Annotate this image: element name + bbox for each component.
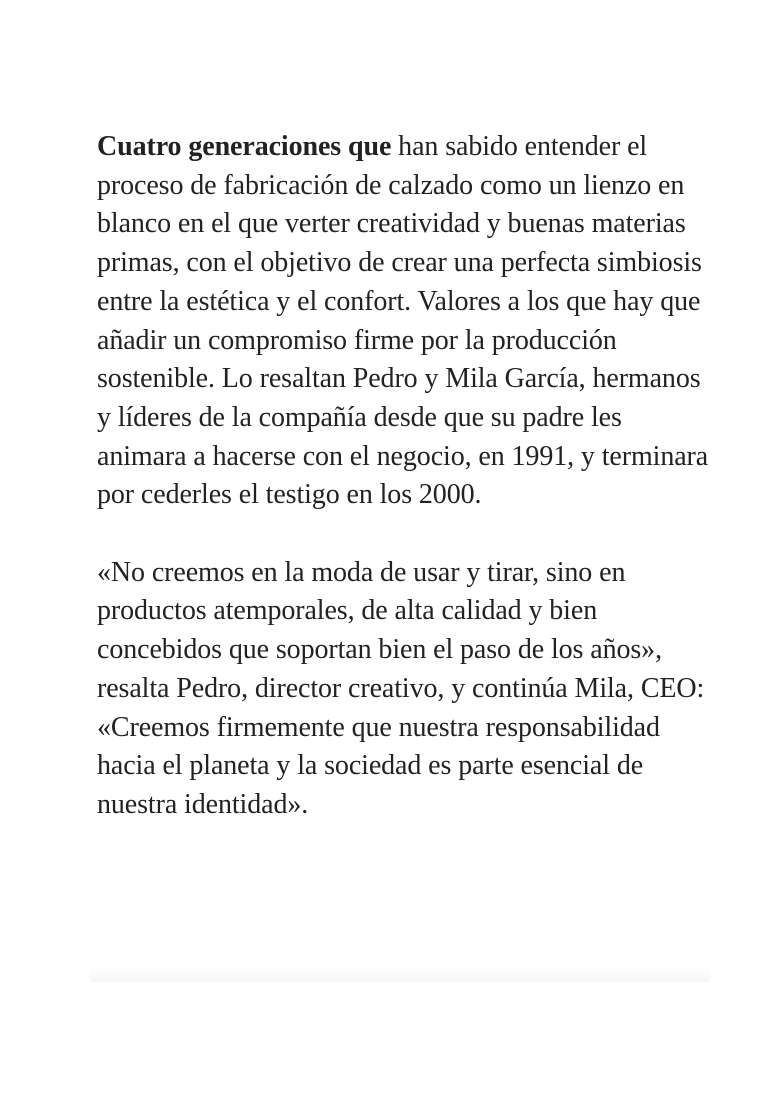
paragraph-quote: «No creemos en la moda de usar y tirar, sino en productos atemporales, de alta calidad y bien concebidos que soportan bien el paso de los años», resalta Pedro, director creativo, y continúa Mila, CEO: «Creemos firmemente que nuestra responsabilidad hacia el planeta y la sociedad es parte esencial de nuestra identidad». xyxy=(97,556,705,820)
paragraph-intro xyxy=(97,128,717,515)
paragraph-intro-text: han sabido entender el proceso de fabricación de calzado como un lienzo en blanco en el que verter creatividad y buenas materias primas, con el objetivo de crear una perfecta simbiosis entre la estética y el confort. Valores a los que hay que añadir un compromiso firme por la producción sostenible. Lo resaltan Pedro y Mila García, hermanos y líderes de la compañía desde que su padre les animara a hacerse con el negocio, en 1991, y terminara por cederles el testigo en los 2000. xyxy=(97,131,709,511)
article-body xyxy=(97,128,717,825)
paragraph-lead: Cuatro generaciones que xyxy=(97,131,392,162)
bottom-fade-divider xyxy=(90,968,710,982)
